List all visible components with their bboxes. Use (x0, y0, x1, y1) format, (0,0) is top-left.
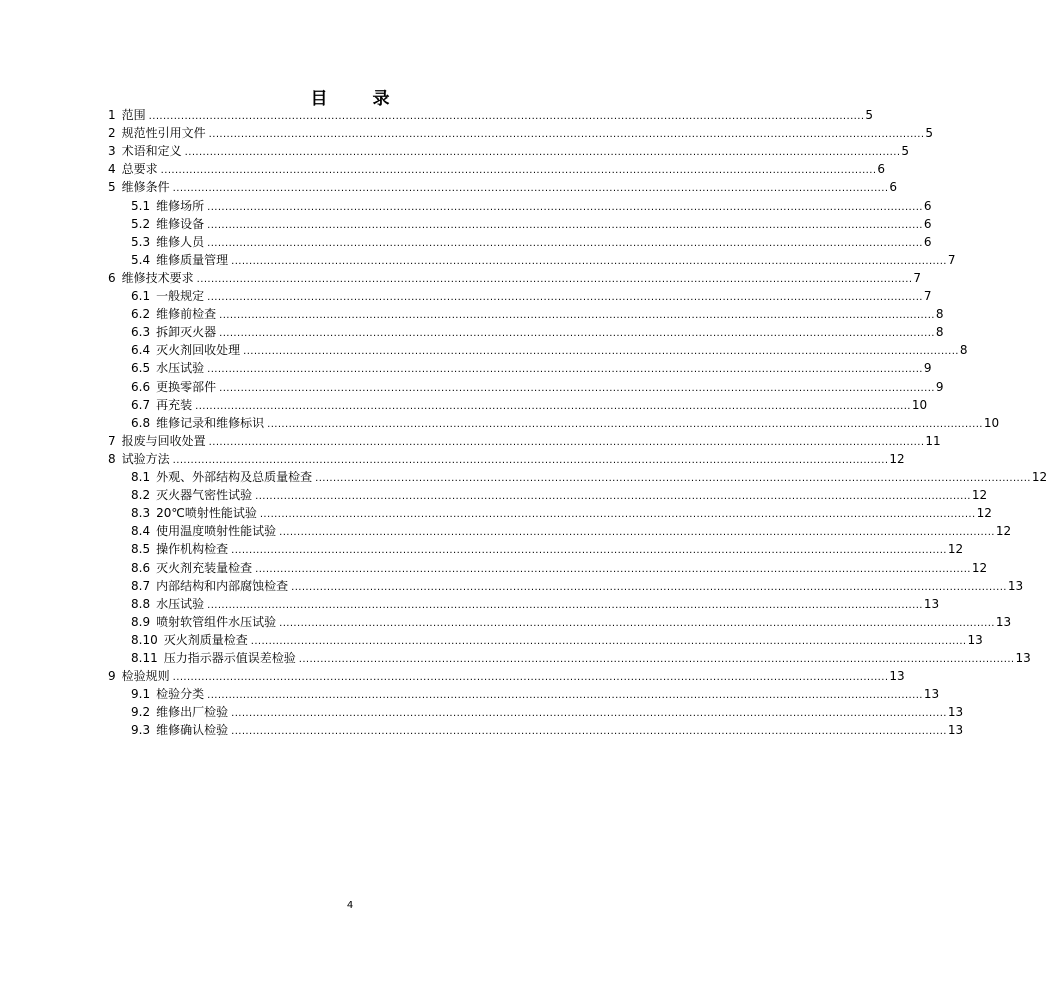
toc-entry-title: 范围 (121, 108, 146, 122)
toc-entry-number: 9 (108, 669, 116, 684)
toc-entry[interactable] (131, 577, 1024, 595)
toc-entry-title: 水压试验 (156, 596, 205, 611)
toc-dot-leader: ........................................................................................................................................................................................................ (279, 527, 995, 539)
toc-entry[interactable] (131, 631, 983, 649)
toc-entry-title: 内部结构和内部腐蚀检查 (156, 578, 289, 593)
toc-entry[interactable] (131, 559, 988, 577)
toc-entry-title: 规范性引用文件 (121, 126, 206, 141)
toc-entry-number: 5.2 (131, 216, 151, 231)
toc-dot-leader: ........................................................................................................................................................................................................ (148, 111, 865, 122)
toc-dot-leader: ........................................................................................................................................................................................................ (207, 237, 923, 249)
toc-dot-leader: ........................................................................................................................................................................................................ (207, 201, 923, 213)
toc-entry-title: 维修记录和维修标识 (156, 415, 265, 430)
toc-entry-title: 维修人员 (156, 234, 205, 249)
toc-entry-number: 9.3 (131, 723, 151, 738)
toc-entry-page: 12 (971, 488, 988, 503)
toc-entry-page: 12 (976, 506, 992, 521)
toc-entry-page: 9 (935, 379, 944, 394)
toc-entry-number: 5.4 (131, 252, 151, 267)
toc-entry-number: 1 (108, 108, 116, 122)
toc-entry-number: 7 (108, 433, 116, 448)
toc-entry[interactable] (131, 197, 932, 215)
toc-entry-number: 8.1 (131, 470, 151, 484)
toc-dot-leader: ........................................................................................................................................................................................................ (219, 310, 935, 322)
footer-page-number: 4 (346, 900, 354, 911)
toc-entry[interactable] (108, 178, 898, 196)
toc-entry-page: 5 (865, 108, 874, 122)
toc-entry-title: 水压试验 (156, 361, 205, 376)
toc-dot-leader: ........................................................................................................................................................................................................ (219, 382, 935, 394)
toc-dot-leader: ........................................................................................................................................................................................................ (208, 436, 925, 448)
toc-entry-page: 6 (889, 180, 898, 195)
toc-entry[interactable] (131, 233, 932, 251)
toc-dot-leader: ........................................................................................................................................................................................................ (231, 726, 947, 738)
toc-entry[interactable] (131, 251, 956, 269)
toc-entry-title: 检验规则 (121, 669, 170, 684)
toc-entry-title: 灭火剂充装量检查 (156, 560, 253, 575)
toc-dot-leader: ........................................................................................................................................................................................................ (207, 219, 923, 231)
toc-entry-number: 8 (108, 451, 116, 466)
toc-dot-leader: ........................................................................................................................................................................................................ (250, 635, 967, 647)
toc-dot-leader: ........................................................................................................................................................................................................ (291, 581, 1007, 593)
toc-dot-leader: ........................................................................................................................................................................................................ (207, 690, 923, 702)
toc-entry-page: 6 (923, 234, 932, 249)
toc-entry-title: 灭火器气密性试验 (156, 488, 253, 503)
toc-entry-number: 6.3 (131, 325, 151, 340)
toc-entry-number: 8.9 (131, 614, 151, 629)
toc-entry-number: 6.4 (131, 343, 151, 358)
toc-entry-title: 拆卸灭火器 (156, 325, 217, 340)
toc-entry-title: 维修设备 (156, 216, 205, 231)
toc-entry-page: 6 (877, 162, 886, 177)
toc-entry-page: 10 (983, 415, 1000, 430)
toc-dot-leader: ........................................................................................................................................................................................................ (172, 672, 889, 684)
toc-entry-number: 8.7 (131, 578, 151, 593)
toc-entry-page: 12 (995, 524, 1012, 539)
toc-entry[interactable] (131, 414, 1000, 432)
toc-entry[interactable] (131, 378, 944, 396)
toc-entry[interactable] (108, 667, 905, 685)
toc-entry-page: 5 (925, 126, 934, 141)
toc-entry[interactable] (131, 215, 932, 233)
toc-entry[interactable] (131, 504, 992, 522)
toc-dot-leader: ........................................................................................................................................................................................................ (231, 545, 947, 557)
toc-entry-page: 13 (947, 705, 964, 720)
toc-entry-title: 外观、外部结构及总质量检查 (156, 470, 313, 484)
toc-entry-title: 总要求 (121, 162, 158, 177)
toc-entry-number: 5 (108, 180, 116, 195)
toc-entry[interactable] (131, 486, 988, 504)
toc-entry-number: 8.2 (131, 488, 151, 503)
toc-entry[interactable] (131, 359, 932, 377)
toc-dot-leader: ........................................................................................................................................................................................................ (207, 599, 923, 611)
toc-entry[interactable] (131, 595, 940, 613)
toc-entry-title: 灭火剂质量检查 (163, 632, 248, 647)
toc-entry-number: 6 (108, 270, 116, 285)
toc-dot-leader: ........................................................................................................................................................................................................ (259, 509, 976, 521)
toc-entry-page: 13 (947, 723, 964, 738)
toc-entry-number: 2 (108, 126, 116, 141)
toc-entry-number: 8.5 (131, 542, 151, 557)
toc-entry-number: 8.3 (131, 506, 151, 521)
toc-entry-title: 使用温度喷射性能试验 (156, 524, 277, 539)
toc-entry-title: 维修条件 (121, 180, 170, 195)
toc-entry-number: 9.2 (131, 705, 151, 720)
toc-entry[interactable] (108, 124, 934, 142)
toc-entry-page: 6 (923, 198, 932, 213)
toc-entry-page: 10 (911, 397, 928, 412)
toc-entry-title: 灭火剂回收处理 (156, 343, 241, 358)
toc-entry-number: 8.4 (131, 524, 151, 539)
toc-entry-page: 13 (1015, 651, 1031, 665)
toc-entry-title: 术语和定义 (121, 144, 182, 159)
toc-entry-number: 8.8 (131, 596, 151, 611)
toc-dot-leader: ........................................................................................................................................................................................................ (207, 364, 923, 376)
toc-entry-page: 8 (959, 343, 968, 358)
toc-entry-number: 5.3 (131, 234, 151, 249)
toc-dot-leader: ........................................................................................................................................................................................................ (207, 292, 923, 303)
toc-dot-leader: ........................................................................................................................................................................................................ (195, 400, 911, 412)
toc-entry-number: 3 (108, 144, 116, 159)
toc-entry-page: 5 (901, 144, 910, 159)
toc-entry-page: 7 (913, 270, 922, 285)
toc-dot-leader: ........................................................................................................................................................................................................ (279, 617, 995, 629)
toc-dot-leader: ........................................................................................................................................................................................................ (184, 147, 901, 159)
toc-entry-title: 更换零部件 (156, 379, 217, 394)
toc-entry-title: 喷射软管组件水压试验 (156, 614, 277, 629)
toc-entry[interactable] (131, 341, 968, 359)
toc-entry[interactable] (131, 613, 1012, 631)
toc-entry[interactable] (108, 450, 905, 468)
toc-entry-number: 6.2 (131, 307, 151, 322)
toc-entry-number: 6.8 (131, 415, 151, 430)
toc-entry[interactable] (108, 142, 910, 160)
toc-entry[interactable] (131, 396, 928, 414)
toc-entry-title: 维修技术要求 (121, 270, 194, 285)
toc-entry[interactable] (131, 540, 964, 558)
toc-entry-title: 检验分类 (156, 687, 205, 702)
toc-entry-number: 8.6 (131, 560, 151, 575)
toc-entry-page: 12 (889, 451, 905, 466)
toc-dot-leader: ........................................................................................................................................................................................................ (160, 165, 877, 177)
toc-entry-page: 8 (935, 325, 944, 340)
toc-entry-page: 13 (995, 614, 1012, 629)
toc-entry-title: 报废与回收处置 (121, 433, 206, 448)
toc-dot-leader: ........................................................................................................................................................................................................ (255, 563, 971, 575)
toc-entry[interactable] (131, 305, 944, 323)
toc-entry-page: 9 (923, 361, 932, 376)
toc-entry-number: 4 (108, 162, 116, 177)
toc-dot-leader: ........................................................................................................................................................................................................ (267, 418, 983, 430)
toc-entry[interactable] (108, 432, 941, 450)
toc-entry[interactable] (131, 468, 1047, 486)
toc-entry[interactable] (108, 106, 874, 124)
toc-entry-title: 维修前检查 (156, 307, 217, 322)
toc-entry-page: 11 (925, 433, 941, 448)
toc-dot-leader: ........................................................................................................................................................................................................ (172, 183, 889, 195)
toc-entry-title: 维修质量管理 (156, 252, 229, 267)
toc-entry-page: 13 (1007, 578, 1024, 593)
toc-entry[interactable] (131, 685, 940, 703)
toc-entry-page: 6 (923, 216, 932, 231)
toc-dot-leader: ........................................................................................................................................................................................................ (231, 255, 947, 267)
toc-dot-leader: ........................................................................................................................................................................................................ (172, 454, 889, 466)
toc-dot-leader: ........................................................................................................................................................................................................ (196, 273, 913, 285)
toc-entry-title: 20℃喷射性能试验 (156, 506, 257, 521)
toc-entry-page: 13 (923, 596, 940, 611)
toc-entry-page: 12 (971, 560, 988, 575)
toc-entry-title: 维修出厂检验 (156, 705, 229, 720)
toc-entry[interactable] (131, 323, 944, 341)
toc-entry-page: 12 (1031, 470, 1047, 484)
toc-dot-leader: ........................................................................................................................................................................................................ (298, 654, 1015, 665)
toc-entry-number: 6.7 (131, 397, 151, 412)
toc-entry-page: 12 (947, 542, 964, 557)
toc-entry-page: 7 (923, 289, 932, 303)
toc-dot-leader: ........................................................................................................................................................................................................ (208, 129, 925, 141)
toc-entry-page: 13 (923, 687, 940, 702)
toc-entry-title: 一般规定 (156, 289, 205, 303)
toc-entry[interactable] (131, 522, 1012, 540)
toc-entry-title: 压力指示器示值误差检验 (163, 651, 296, 665)
toc-dot-leader: ........................................................................................................................................................................................................ (315, 473, 1031, 484)
toc-entry[interactable] (108, 160, 886, 178)
toc-entry-title: 操作机构检查 (156, 542, 229, 557)
toc-entry-page: 13 (889, 669, 905, 684)
toc-entry-number: 6.1 (131, 289, 151, 303)
page-title: 目 录 (310, 89, 404, 109)
toc-entry[interactable] (131, 649, 1031, 667)
toc-entry-number: 8.10 (131, 632, 158, 647)
toc-entry-title: 维修场所 (156, 198, 205, 213)
toc-dot-leader: ........................................................................................................................................................................................................ (231, 708, 947, 720)
toc-entry-title: 维修确认检验 (156, 723, 229, 738)
toc-entry-page: 7 (947, 252, 956, 267)
toc-entry[interactable] (131, 703, 964, 721)
toc-entry[interactable] (131, 721, 964, 739)
toc-entry-number: 6.6 (131, 379, 151, 394)
toc-entry-number: 6.5 (131, 361, 151, 376)
toc-entry-number: 9.1 (131, 687, 151, 702)
toc-entry-number: 5.1 (131, 198, 151, 213)
toc-dot-leader: ........................................................................................................................................................................................................ (219, 328, 935, 340)
toc-dot-leader: ........................................................................................................................................................................................................ (255, 491, 971, 503)
toc-entry-page: 13 (967, 632, 983, 647)
toc-entry[interactable] (108, 269, 922, 287)
toc-entry-number: 8.11 (131, 651, 158, 665)
toc-entry-title: 试验方法 (121, 451, 170, 466)
toc-entry-page: 8 (935, 307, 944, 322)
toc-dot-leader: ........................................................................................................................................................................................................ (243, 346, 959, 358)
toc-entry-title: 再充装 (156, 397, 193, 412)
toc-entry[interactable] (131, 287, 932, 305)
